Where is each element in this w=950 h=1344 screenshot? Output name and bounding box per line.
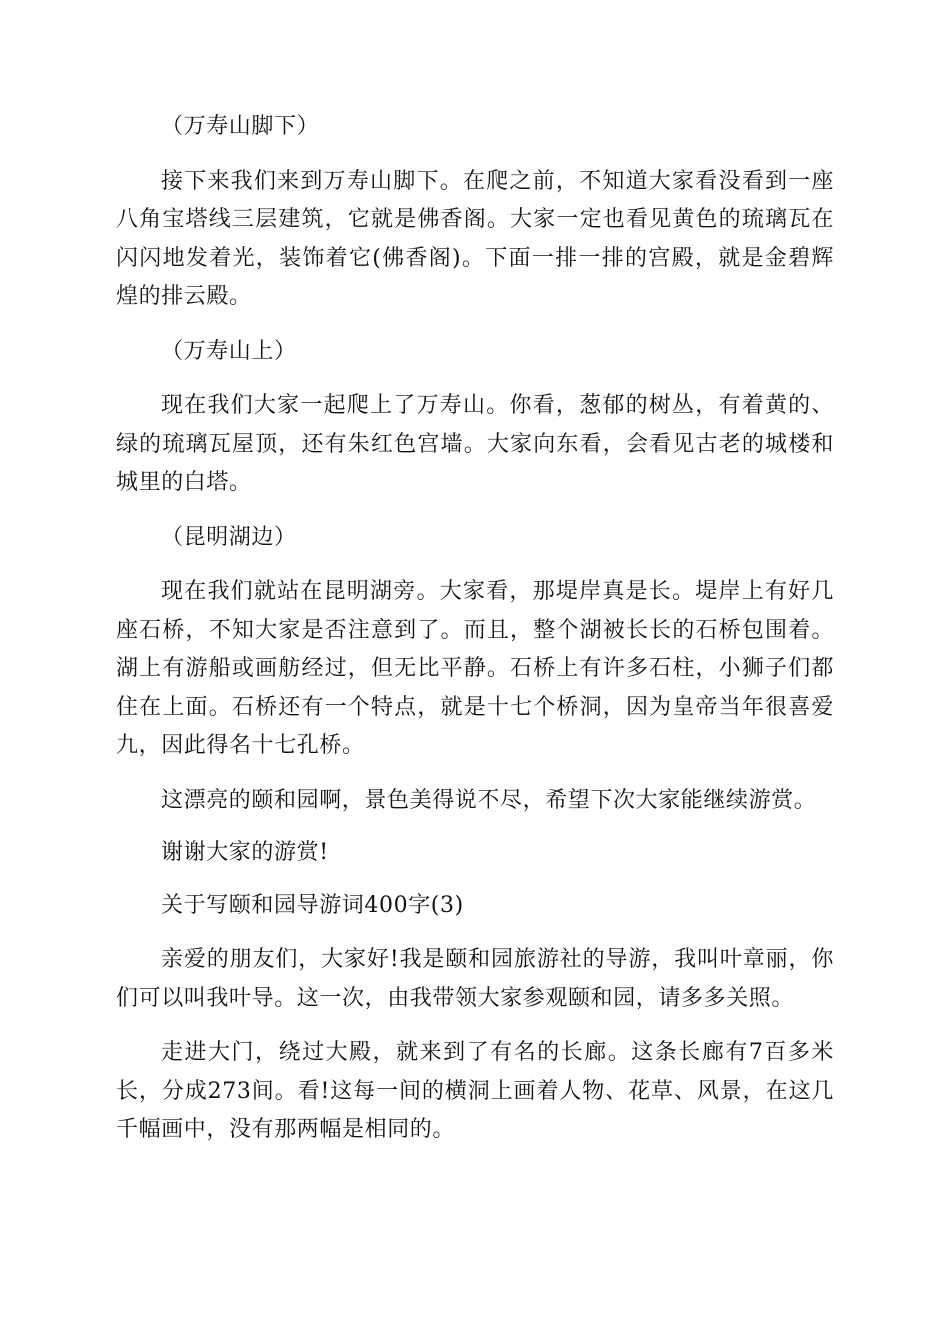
- document-body: [116, 108, 834, 1150]
- paragraph-foguang-pavilion: 接下来我们来到万寿山脚下。在爬之前，不知道大家看没看到一座八角宝塔线三层建筑，它就是佛香阁。大家一定也看见黄色的琉璃瓦在闪闪地发着光，装饰着它(佛香阁)。下面一排一排的宫殿，就是金碧辉煌的排云殿。: [116, 168, 834, 309]
- paragraph-closing: 这漂亮的颐和园啊，景色美得说不尽，希望下次大家能继续游赏。: [161, 787, 817, 813]
- paragraph-mountain-view: 现在我们大家一起爬上了万寿山。你看，葱郁的树丛，有着黄的、绿的琉璃瓦屋顶，还有朱红色宫墙。大家向东看，会看见古老的城楼和城里的白塔。: [116, 393, 834, 495]
- article-title: 关于写颐和园导游词400字(3): [161, 892, 464, 918]
- paragraph-greeting: 亲爱的朋友们，大家好!我是颐和园旅游社的导游，我叫叶章丽，你们可以叫我叶导。这一次，由我带领大家参观颐和园，请多多关照。: [116, 947, 834, 1011]
- paragraph-thanks: 谢谢大家的游赏!: [161, 840, 329, 865]
- section-heading-wanshou-foot: （万寿山脚下）: [161, 114, 320, 139]
- section-heading-kunming-lake: （昆明湖边）: [161, 524, 297, 550]
- section-heading-wanshou-top: （万寿山上）: [161, 338, 297, 364]
- paragraph-seventeen-arch-bridge: 现在我们就站在昆明湖旁。大家看，那堤岸真是长。堤岸上有好几座石桥，不知大家是否注意到了。而且，整个湖被长长的石桥包围着。湖上有游船或画舫经过，但无比平静。石桥上有许多石柱，小狮子们都住在上面。石桥还有一个特点，就是十七个桥洞，因为皇帝当年很喜爱九，因此得名十七孔桥。: [116, 579, 834, 758]
- paragraph-long-corridor: 走进大门，绕过大殿，就来到了有名的长廊。这条长廊有7百多米长，分成273间。看!这每一间的横洞上画着人物、花草、风景，在这几千幅画中，没有那两幅是相同的。: [116, 1040, 834, 1142]
